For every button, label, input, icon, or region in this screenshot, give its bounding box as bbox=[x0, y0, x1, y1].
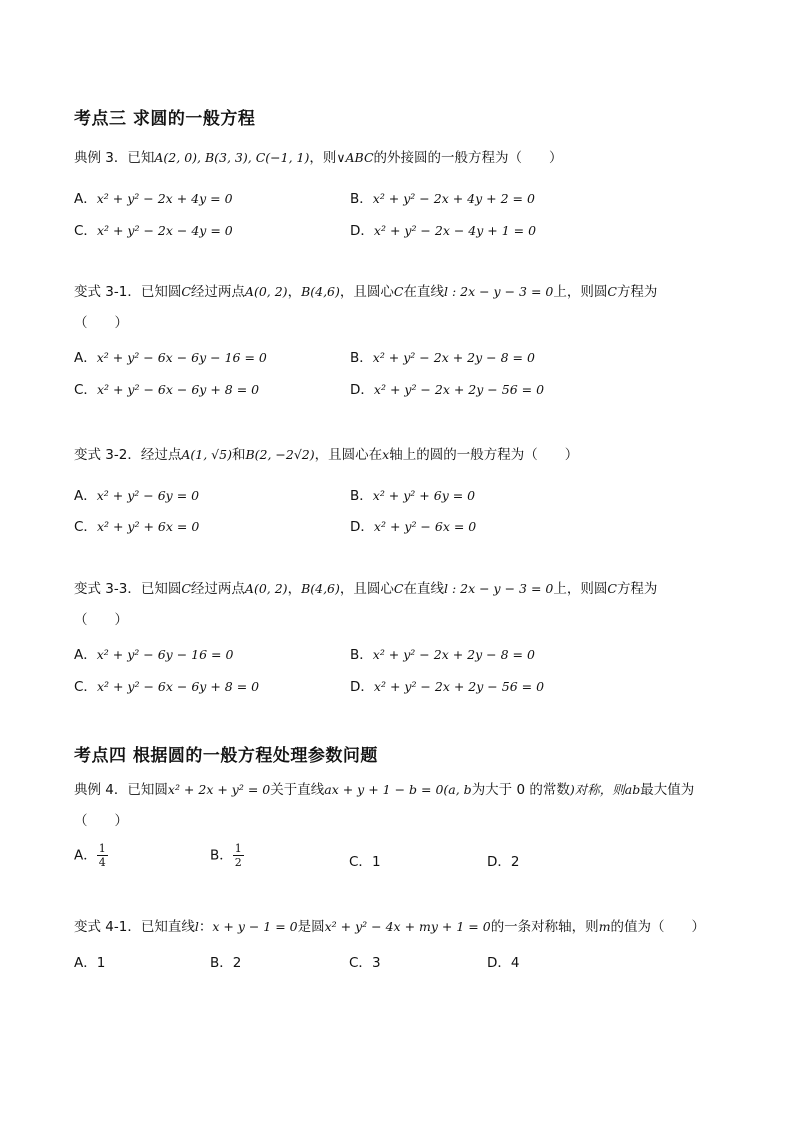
q33-text: ，且圆心 bbox=[339, 581, 394, 597]
q33-line: l : 2x − y − 3 = 0 bbox=[443, 581, 554, 596]
q41-option-b[interactable] bbox=[210, 951, 241, 971]
option-label: D． bbox=[350, 679, 374, 695]
q4-text: 典例 4．已知圆 bbox=[74, 782, 168, 798]
option-label: C． bbox=[349, 854, 372, 870]
q33-option-d[interactable] bbox=[350, 675, 544, 695]
q4-option-d[interactable] bbox=[487, 850, 520, 870]
q33-text: 在直线 bbox=[403, 581, 444, 597]
q4-text: 关于直线 bbox=[270, 782, 325, 798]
option-label: B． bbox=[350, 191, 373, 207]
answer-paren: （ ） bbox=[74, 612, 128, 628]
q33-point-b: B(4,6) bbox=[301, 581, 340, 596]
option-label: D． bbox=[350, 382, 374, 398]
q3-mid: ，则 bbox=[309, 150, 337, 166]
question-variant-4-1 bbox=[74, 911, 724, 943]
q3-option-c[interactable] bbox=[74, 219, 233, 239]
option-label: B． bbox=[350, 647, 373, 663]
q32-option-d[interactable] bbox=[350, 515, 476, 535]
q41-m: m bbox=[598, 919, 611, 934]
q33-text: 方程为 bbox=[616, 581, 658, 597]
q31-text: 在直线 bbox=[403, 284, 444, 300]
q31-option-c[interactable] bbox=[74, 378, 259, 398]
option-expr: x² + y² − 6y = 0 bbox=[96, 488, 200, 503]
option-expr: x² + y² − 2x − 4y = 0 bbox=[96, 223, 233, 238]
option-label: A． bbox=[74, 955, 97, 971]
question-example-3 bbox=[74, 142, 724, 174]
q41-line: x + y − 1 = 0 bbox=[212, 919, 298, 934]
q32-text: 和 bbox=[231, 447, 246, 463]
q33-c: C bbox=[393, 581, 404, 596]
section-title-4: 考点四 根据圆的一般方程处理参数问题 bbox=[74, 746, 378, 766]
option-label: C． bbox=[74, 382, 97, 398]
q33-option-a[interactable] bbox=[74, 643, 233, 663]
fraction-one-half bbox=[233, 842, 244, 869]
q32-option-c[interactable] bbox=[74, 515, 199, 535]
q3-option-b[interactable] bbox=[350, 187, 535, 207]
q4-circle: x² + 2x + y² = 0 bbox=[167, 782, 271, 797]
option-expr: x² + y² − 6x = 0 bbox=[373, 519, 477, 534]
q31-text: ，且圆心 bbox=[339, 284, 394, 300]
q4-option-a[interactable] bbox=[74, 842, 108, 869]
q33-text: 经过两点 bbox=[190, 581, 245, 597]
q41-circle: x² + y² − 4x + my + 1 = 0 bbox=[324, 919, 491, 934]
q3-option-a[interactable] bbox=[74, 187, 233, 207]
q31-option-d[interactable] bbox=[350, 378, 544, 398]
option-label: B． bbox=[210, 955, 233, 971]
option-label: A． bbox=[74, 647, 97, 663]
fraction-denominator: 4 bbox=[98, 856, 106, 869]
option-label: A． bbox=[74, 350, 97, 366]
q31-text: ， bbox=[287, 284, 302, 300]
q31-text: 方程为 bbox=[616, 284, 658, 300]
fraction-numerator: 1 bbox=[234, 842, 242, 855]
option-expr: 2 bbox=[510, 854, 520, 870]
q32-point-b: B(2, −2√2) bbox=[245, 447, 315, 462]
fraction-numerator: 1 bbox=[98, 842, 106, 855]
q3-prefix: 典例 3．已知 bbox=[74, 150, 155, 166]
option-expr: x² + y² − 6x − 6y − 16 = 0 bbox=[96, 350, 267, 365]
q3-triangle: ∨ABC bbox=[336, 150, 374, 165]
q31-text: 经过两点 bbox=[190, 284, 245, 300]
option-label: D． bbox=[350, 519, 374, 535]
q33-point-a: A(0, 2) bbox=[244, 581, 288, 596]
q41-text: 变式 4-1．已知直线 bbox=[74, 919, 195, 935]
q4-text: 最大值为 bbox=[640, 782, 695, 798]
option-expr: x² + y² − 2x + 4y = 0 bbox=[96, 191, 233, 206]
option-label: C． bbox=[74, 223, 97, 239]
q4-ab: ab bbox=[624, 782, 641, 797]
q4-line: ax + y + 1 − b = 0(a, b bbox=[324, 782, 472, 797]
q31-option-b[interactable] bbox=[350, 346, 535, 366]
q41-text: 的一条对称轴，则 bbox=[490, 919, 599, 935]
q32-option-b[interactable] bbox=[350, 484, 475, 504]
q32-option-a[interactable] bbox=[74, 484, 199, 504]
q32-text: ，且圆心在 bbox=[314, 447, 383, 463]
option-label: D． bbox=[487, 955, 511, 971]
option-label: D． bbox=[350, 223, 374, 239]
option-label: A． bbox=[74, 847, 97, 864]
q41-text: 的值为（ ） bbox=[610, 919, 706, 935]
q41-text: ： bbox=[198, 919, 213, 935]
q33-c: C bbox=[607, 581, 617, 596]
option-expr: x² + y² + 6x = 0 bbox=[96, 519, 200, 534]
option-expr: x² + y² − 2x + 4y + 2 = 0 bbox=[372, 191, 535, 206]
answer-paren: （ ） bbox=[74, 813, 128, 829]
q31-option-a[interactable] bbox=[74, 346, 267, 366]
option-label: C． bbox=[349, 955, 372, 971]
q31-c: C bbox=[393, 284, 404, 299]
question-example-4 bbox=[74, 774, 724, 837]
q31-c: C bbox=[607, 284, 617, 299]
option-label: B． bbox=[350, 488, 373, 504]
q41-option-a[interactable] bbox=[74, 951, 105, 971]
q31-c: C bbox=[181, 284, 191, 299]
q32-text: 变式 3-2．经过点 bbox=[74, 447, 182, 463]
answer-paren: （ ） bbox=[74, 315, 128, 331]
option-label: B． bbox=[210, 847, 233, 864]
option-label: B． bbox=[350, 350, 373, 366]
fraction-one-quarter bbox=[97, 842, 108, 869]
q41-text: 是圆 bbox=[297, 919, 325, 935]
q3-points: A(2, 0), B(3, 3), C(−1, 1) bbox=[154, 150, 310, 165]
q32-text: 轴上的圆的一般方程为（ ） bbox=[389, 447, 579, 463]
q3-option-d[interactable] bbox=[350, 219, 536, 239]
option-expr: x² + y² − 6y − 16 = 0 bbox=[96, 647, 234, 662]
q32-x: x bbox=[382, 447, 390, 462]
q31-point-a: A(0, 2) bbox=[244, 284, 288, 299]
fraction-denominator: 2 bbox=[234, 856, 242, 869]
q4-text: )对称，则 bbox=[569, 782, 625, 797]
q41-option-d[interactable] bbox=[487, 951, 520, 971]
question-variant-3-3 bbox=[74, 573, 724, 636]
option-expr: x² + y² − 2x + 2y − 8 = 0 bbox=[372, 350, 535, 365]
q33-c: C bbox=[181, 581, 191, 596]
option-expr: 1 bbox=[96, 955, 106, 971]
q3-suffix: 的外接圆的一般方程为（ ） bbox=[373, 150, 563, 166]
q33-option-b[interactable] bbox=[350, 643, 535, 663]
option-expr: 4 bbox=[510, 955, 520, 971]
section-title-3: 考点三 求圆的一般方程 bbox=[74, 109, 256, 129]
q31-text: 上，则圆 bbox=[553, 284, 608, 300]
question-variant-3-2 bbox=[74, 439, 724, 471]
option-expr: x² + y² − 6x − 6y + 8 = 0 bbox=[96, 679, 260, 694]
option-expr: x² + y² − 2x − 4y + 1 = 0 bbox=[373, 223, 537, 238]
option-label: C． bbox=[74, 679, 97, 695]
option-expr: x² + y² + 6y = 0 bbox=[372, 488, 476, 503]
option-expr: 1 bbox=[371, 854, 381, 870]
option-expr: 3 bbox=[371, 955, 381, 971]
q4-option-c[interactable] bbox=[349, 850, 381, 870]
option-expr: x² + y² − 2x + 2y − 56 = 0 bbox=[373, 382, 545, 397]
option-expr: x² + y² − 2x + 2y − 8 = 0 bbox=[372, 647, 535, 662]
q33-option-c[interactable] bbox=[74, 675, 259, 695]
q41-option-c[interactable] bbox=[349, 951, 381, 971]
q41-l: l bbox=[194, 919, 199, 934]
option-expr: x² + y² − 6x − 6y + 8 = 0 bbox=[96, 382, 260, 397]
q31-point-b: B(4,6) bbox=[301, 284, 340, 299]
q33-text: 变式 3-3．已知圆 bbox=[74, 581, 182, 597]
q4-option-b[interactable] bbox=[210, 842, 244, 869]
q33-text: 上，则圆 bbox=[553, 581, 608, 597]
option-expr: 2 bbox=[232, 955, 242, 971]
option-label: D． bbox=[487, 854, 511, 870]
option-label: A． bbox=[74, 488, 97, 504]
option-label: C． bbox=[74, 519, 97, 535]
option-label: A． bbox=[74, 191, 97, 207]
q31-text: 变式 3-1．已知圆 bbox=[74, 284, 182, 300]
q31-line: l : 2x − y − 3 = 0 bbox=[443, 284, 554, 299]
question-variant-3-1 bbox=[74, 276, 724, 339]
option-expr: x² + y² − 2x + 2y − 56 = 0 bbox=[373, 679, 545, 694]
q4-text: 为大于 0 的常数 bbox=[471, 782, 570, 798]
q33-text: ， bbox=[287, 581, 302, 597]
q32-point-a: A(1, √5) bbox=[181, 447, 232, 462]
